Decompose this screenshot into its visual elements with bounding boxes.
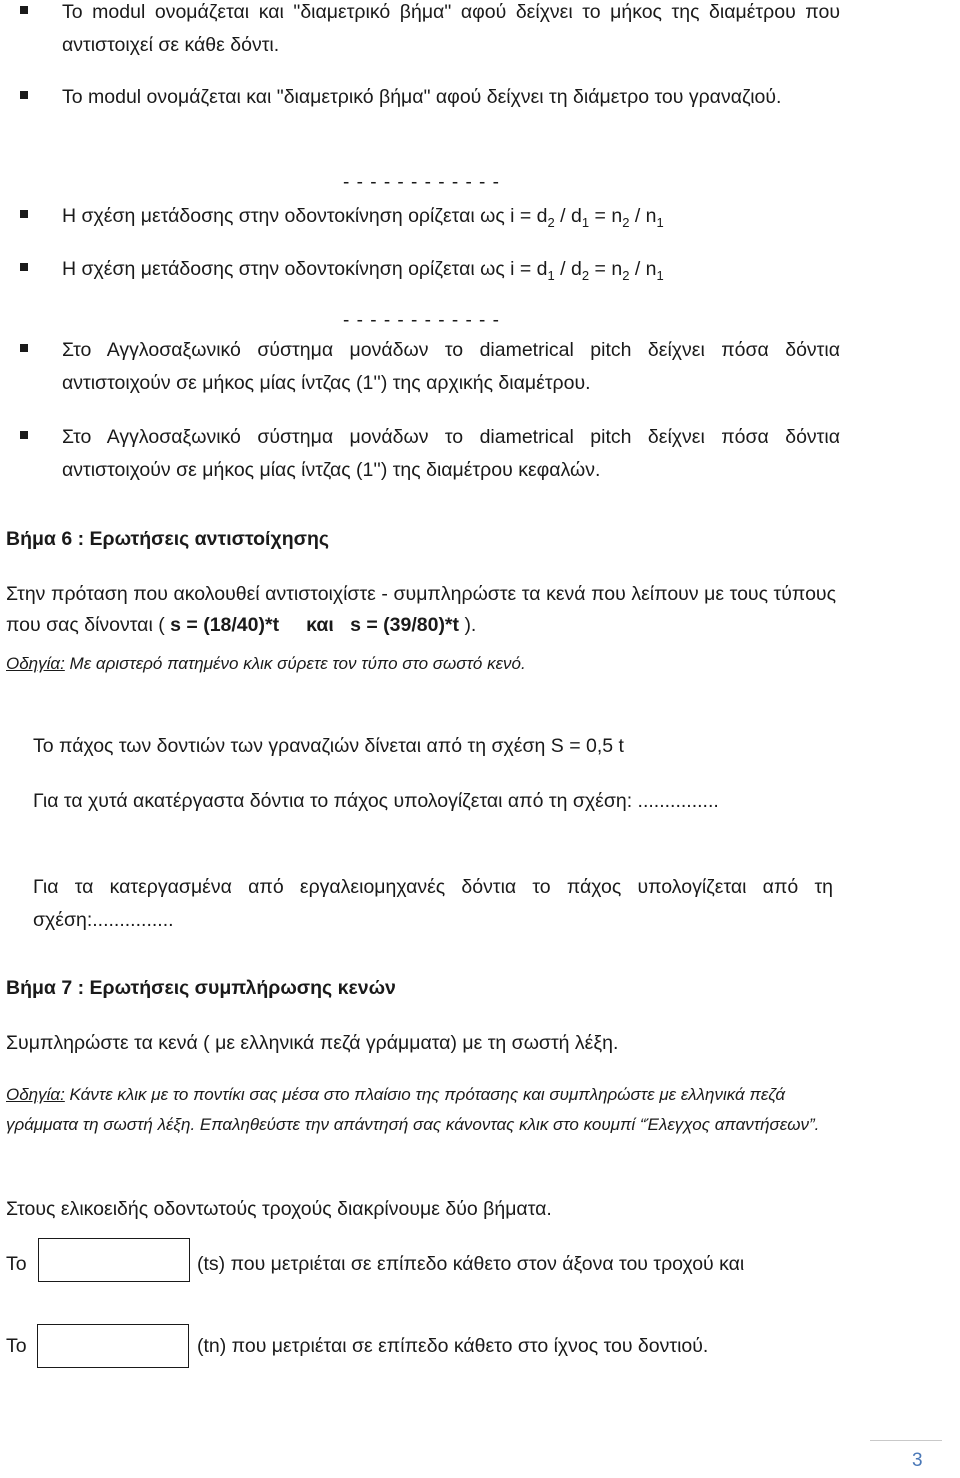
page-number: 3 <box>912 1450 923 1471</box>
square-bullet-icon <box>20 263 28 271</box>
fill2-suffix: (tn) που μετριέται σε επίπεδο κάθετο στο ίχνος του δοντιού. <box>197 1335 709 1357</box>
square-bullet-icon <box>20 344 28 352</box>
bullet-item <box>20 81 840 114</box>
blank-answer-ts[interactable] <box>38 1238 190 1282</box>
step7-instruction: Οδηγία: Κάντε κλικ με το ποντίκι σας μέσα στο πλαίσιο της πρότασης και συμπληρώστε με ελληνικά πεζά γράμματα τη σωστή λέξη. Επαληθεύστε την απάντησή σας κάνοντας κλικ στο κουμπί “Έλεγχος απαντήσεων”. <box>6 1085 820 1134</box>
bullet-item <box>20 0 840 62</box>
footer-divider <box>870 1440 942 1441</box>
bullet-text: Το modul ονομάζεται και "διαμετρικό βήμα" αφού δείχνει το μήκος της διαμέτρου που αντιστοιχεί σε κάθε δόντι. <box>62 1 840 56</box>
fill1-suffix: (ts) που μετριέται σε επίπεδο κάθετο στον άξονα του τροχού και <box>197 1253 745 1275</box>
separator: - - - - - - - - - - - - <box>343 172 500 193</box>
fill2-prefix: Το <box>6 1335 27 1357</box>
step7-intro: Συμπληρώστε τα κενά ( με ελληνικά πεζά γράμματα) με τη σωστή λέξη. <box>6 1032 619 1054</box>
blank-answer-tn[interactable] <box>37 1324 189 1368</box>
bullet-text: Στο Αγγλοσαξωνικό σύστημα μονάδων το diametrical pitch δείχνει πόσα δόντια αντιστοιχούν σε μήκος μίας ίντζας (1'') της διαμέτρου κεφαλών. <box>62 426 840 481</box>
step6-line1: Το πάχος των δοντιών των γραναζιών δίνεται από τη σχέση S = 0,5 t <box>33 735 624 757</box>
step6-line2[interactable]: Για τα χυτά ακατέργαστα δόντια το πάχος υπολογίζεται από τη σχέση: ............... <box>33 790 719 812</box>
square-bullet-icon <box>20 91 28 99</box>
fill1-prefix: Το <box>6 1253 27 1275</box>
bullet-text: Στο Αγγλοσαξωνικό σύστημα μονάδων το diametrical pitch δείχνει πόσα δόντια αντιστοιχούν σε μήκος μίας ίντζας (1'') της αρχικής διαμέτρου. <box>62 339 840 394</box>
separator: - - - - - - - - - - - - <box>343 310 500 331</box>
bullet-text: Το modul ονομάζεται και "διαμετρικό βήμα" αφού δείχνει τη διάμετρο του γραναζιού. <box>62 86 782 108</box>
step7-sentence: Στους ελικοειδής οδοντωτούς τροχούς διακρίνουμε δύο βήματα. <box>6 1198 552 1220</box>
step6-line3[interactable]: Για τα κατεργασμένα από εργαλειομηχανές δόντια το πάχος υπολογίζεται από τη σχέση:............... <box>33 876 833 931</box>
square-bullet-icon <box>20 431 28 439</box>
bullet-item <box>20 253 840 292</box>
ratio-text: Η σχέση μετάδοσης στην οδοντοκίνηση ορίζεται ως $i = d_1 / d_2 = n_2 / n_1$ <box>62 258 664 283</box>
bullet-item <box>20 334 840 400</box>
bullet-item <box>20 421 840 487</box>
step6-intro: Στην πρόταση που ακολουθεί αντιστοιχίστε - συμπληρώστε τα κενά που λείπουν με τους τύπους που σας δίνονται ( s = (18/40)*t και s = (39/80)*t ). <box>6 583 836 636</box>
step6-instruction: Οδηγία: Με αριστερό πατημένο κλικ σύρετε τον τύπο στο σωστό κενό. <box>6 654 526 673</box>
bullet-item <box>20 200 840 239</box>
square-bullet-icon <box>20 210 28 218</box>
step6-heading: Βήμα 6 : Ερωτήσεις αντιστοίχησης <box>6 528 329 550</box>
ratio-text: Η σχέση μετάδοσης στην οδοντοκίνηση ορίζεται ως $i = d_2 / d_1 = n_2 / n_1$ <box>62 205 664 230</box>
square-bullet-icon <box>20 6 28 14</box>
step7-heading: Βήμα 7 : Ερωτήσεις συμπλήρωσης κενών <box>6 977 396 999</box>
